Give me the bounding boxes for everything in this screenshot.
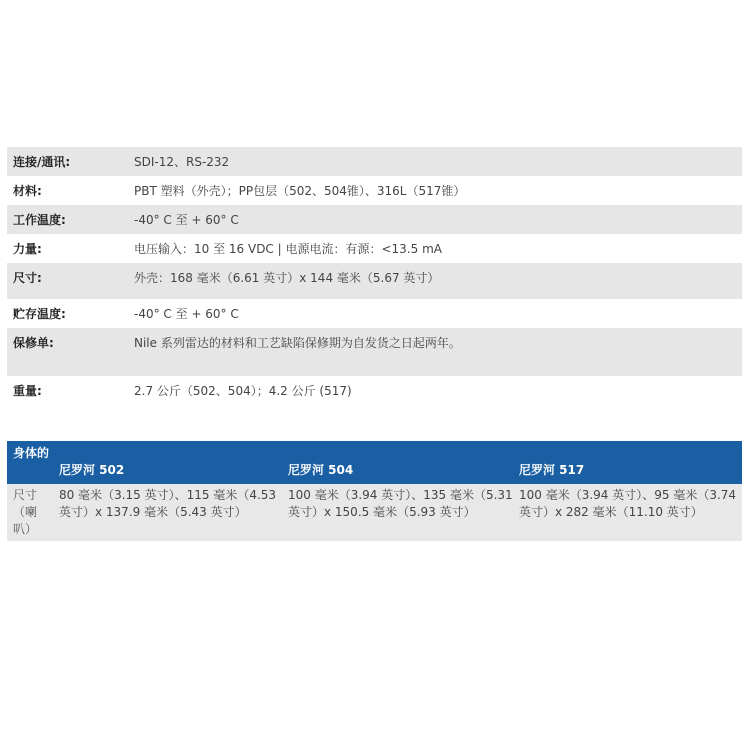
cell-nile-504-size: 100 毫米（3.94 英寸）、135 毫米（5.31 英寸）x 150.5 毫米（5.93 英寸） [288, 488, 513, 519]
spec-row-storage-temperature [7, 299, 742, 328]
spec-label: 材料: [13, 184, 42, 198]
spec-row-operating-temperature [7, 205, 742, 234]
spec-label: 力量: [13, 242, 42, 256]
cell-nile-517-size: 100 毫米（3.94 英寸）、95 毫米（3.74 英寸）x 282 毫米（11.10 英寸） [519, 488, 737, 519]
spec-value: SDI-12、RS-232 [134, 155, 230, 169]
header-cell-nile-504: 尼罗河 504 [288, 463, 354, 477]
table-row [7, 484, 742, 541]
spec-label: 保修单: [13, 336, 54, 350]
spec-value: Nile 系列雷达的材料和工艺缺陷保修期为自发货之日起两年。 [134, 336, 461, 350]
row-label-horn-size: 尺寸（喇叭） [13, 488, 38, 536]
spec-row-warranty [7, 328, 742, 376]
spec-label: 连接/通讯: [13, 155, 71, 169]
spec-value: PBT 塑料（外壳）；PP包层（502、504锥）、316L（517锥） [134, 184, 466, 198]
spec-table [7, 147, 742, 423]
header-cell-nile-502: 尼罗河 502 [59, 463, 125, 477]
spec-value: 2.7 公斤（502、504）；4.2 公斤 (517) [134, 384, 352, 398]
spec-value: -40° C 至 + 60° C [134, 213, 239, 227]
spec-row-weight [7, 376, 742, 423]
spec-label: 贮存温度: [13, 307, 66, 321]
table-header-row [7, 441, 742, 484]
header-cell-body: 身体的 [13, 446, 50, 460]
spec-label: 工作温度: [13, 213, 66, 227]
spec-row-size [7, 263, 742, 299]
spec-value: 外壳：168 毫米（6.61 英寸）x 144 毫米（5.67 英寸） [134, 271, 440, 285]
header-cell-nile-517: 尼罗河 517 [519, 463, 585, 477]
spec-label: 尺寸: [13, 271, 42, 285]
spec-row-material [7, 176, 742, 205]
cell-nile-502-size: 80 毫米（3.15 英寸）、115 毫米（4.53 英寸）x 137.9 毫米（5.43 英寸） [59, 488, 277, 519]
spec-label: 重量: [13, 384, 42, 398]
spec-value: 电压输入：10 至 16 VDC | 电源电流：有源：<13.5 mA [134, 242, 442, 256]
spec-value: -40° C 至 + 60° C [134, 307, 239, 321]
spec-row-power [7, 234, 742, 263]
dimensions-table [7, 441, 742, 541]
spec-row-connectivity [7, 147, 742, 176]
